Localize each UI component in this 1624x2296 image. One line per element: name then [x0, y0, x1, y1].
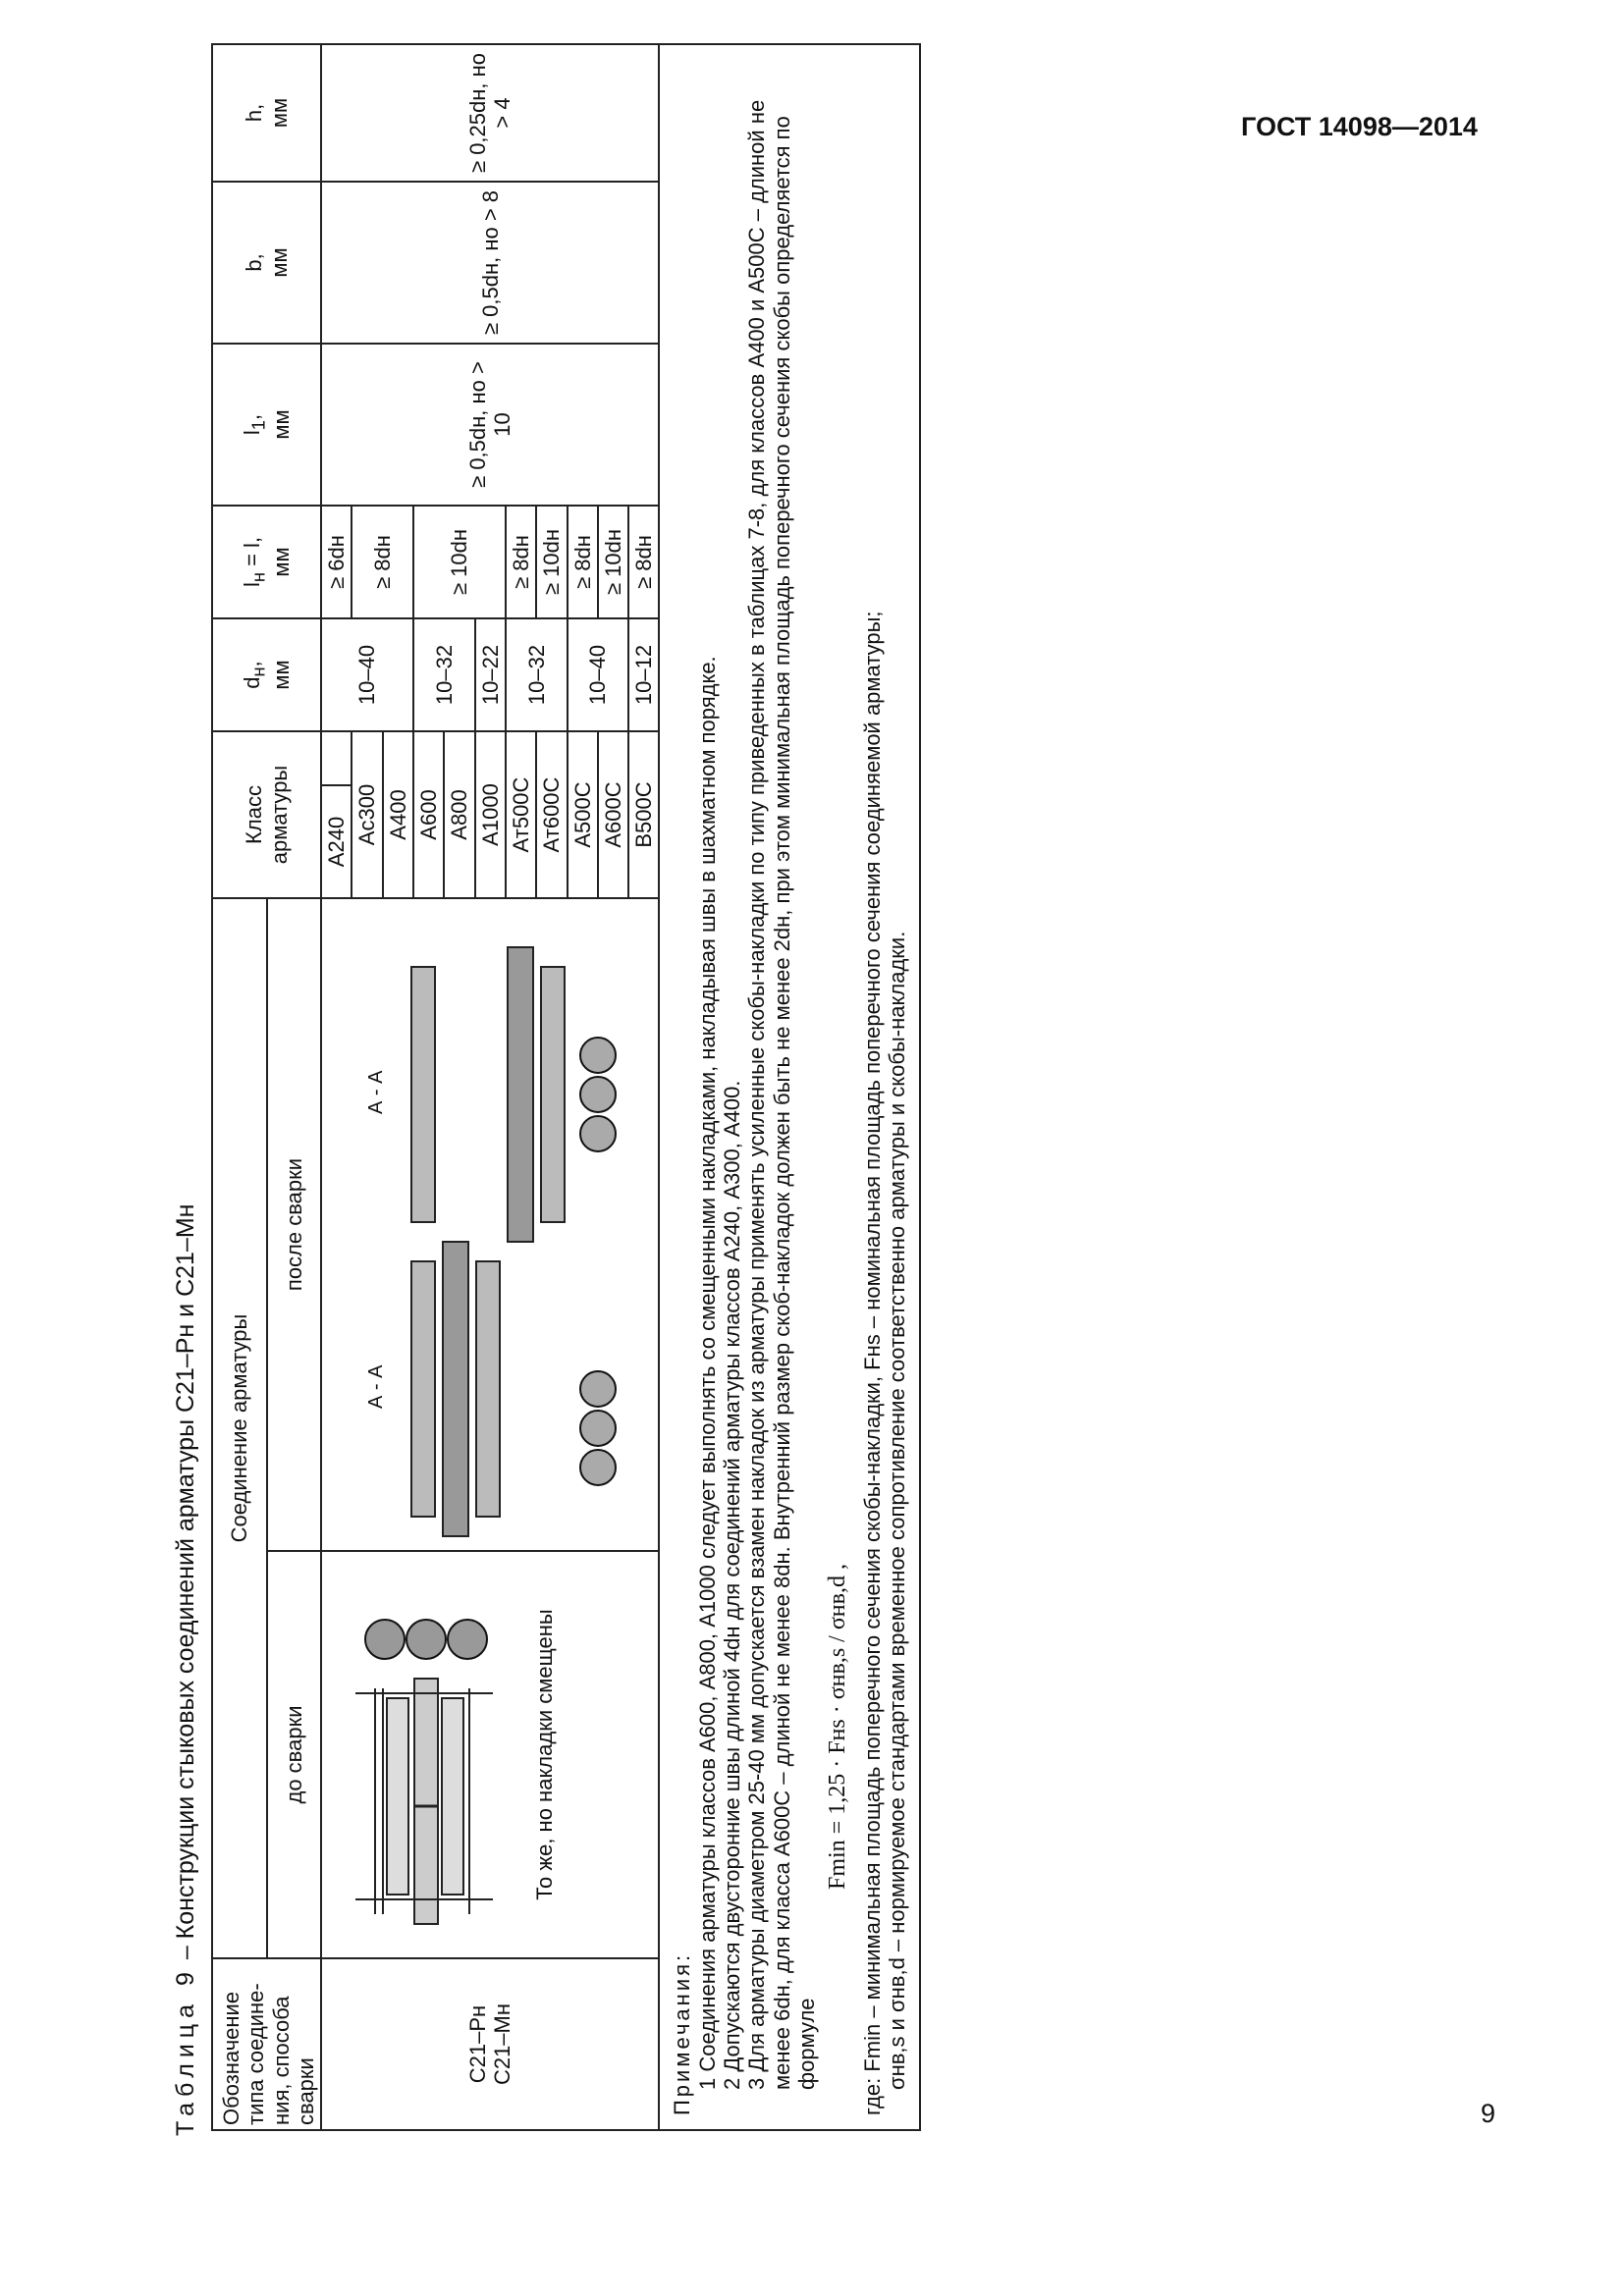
header-after-welding: после сварки [267, 898, 321, 1551]
class-cell-3: А600 [413, 731, 444, 898]
notes-title: Примечания: [670, 1951, 695, 2115]
class-cell-8: А500С [568, 731, 598, 898]
where-2: σнв,s и σнв,d – нормируемое стандартами временное сопротивление соответственно арматуры и скобы-накладки. [885, 931, 910, 2090]
page-number: 9 [1481, 2099, 1496, 2128]
d-cell-8: 10–40 [568, 618, 629, 731]
header-l1: $l_1$, мм [212, 344, 321, 506]
note-1: 1 Соединения арматуры классов А600, А800, А1000 следует выполнять со смещенными накладками, накладывая швы в шахматном порядке. [694, 656, 720, 2090]
d-cell-3: 10–32 [413, 618, 475, 731]
note-3: 3 Для арматуры диаметром 25-40 мм допускается взамен накладок из арматуры применять усиленные скобы-накладки по типу приведенных в таблицах 7-8, для классов А400 и А500С – длиной не менее 6dн, для класса А600С – длиной не менее 8dн. Внутренний размер скоб-накладок должен быть не менее 2dн, при этом минимальная площадь поперечного сечения скобы определяется по формуле [744, 99, 819, 2090]
class-cell-0: А240 [321, 785, 352, 898]
class-cell-1: Ас300 [352, 731, 382, 898]
header-connection: Соединение арматуры [212, 898, 267, 1958]
rotated-table-area [172, 52, 1222, 2136]
table-notes [659, 44, 920, 2130]
header-class: Класс арматуры [212, 731, 321, 898]
header-designation: Обозначение типа соедине-ния, способа сварки [212, 1958, 321, 2130]
after-welding-drawing [321, 898, 659, 1551]
class-cell-2: А400 [383, 731, 413, 898]
after-welding-diagram [352, 903, 627, 1546]
designation-mn: С21–Мн [490, 2002, 515, 2086]
h-value: ≥ 0,25dн, но > 4 [321, 44, 659, 182]
l1-value: ≥ 0,5dн, но > 10 [321, 344, 659, 506]
l-cell-8: ≥ 8dн [568, 506, 598, 618]
class-cell-10: В500С [628, 731, 659, 898]
caption-text: – Конструкции стыковых соединений арматуры С21–Рн и С21–Мн [172, 1203, 199, 1967]
section-label-2: А - А [365, 1070, 388, 1114]
l-cell-3: ≥ 10dн [413, 506, 506, 618]
l-cell-0: ≥ 6dн [321, 506, 352, 618]
header-before-welding: до сварки [267, 1551, 321, 1958]
class-cell-9: А600С [598, 731, 628, 898]
document-header: ГОСТ 14098—2014 [1241, 112, 1478, 141]
class-cell-6: Ат500С [506, 731, 536, 898]
before-welding-diagram [326, 1561, 601, 1953]
l-cell-10: ≥ 8dн [628, 506, 659, 618]
d-cell-5: 10–22 [475, 618, 506, 731]
l-cell-1: ≥ 8dн [352, 506, 413, 618]
weld-table [211, 43, 921, 2131]
l-cell-7: ≥ 10dн [536, 506, 567, 618]
class-cell-5: А1000 [475, 731, 506, 898]
d-cell-0: 10–40 [321, 618, 413, 731]
l-cell-9: ≥ 10dн [598, 506, 628, 618]
note-2: 2 Допускаются двусторонние швы длиной 4dн для соединений арматуры классов А240, А300, А400. [720, 1080, 745, 2090]
header-h: h, мм [212, 44, 321, 182]
same-but-offset-text: То же, но накладки смещены [532, 1609, 558, 1900]
header-d: $d_н$, мм [212, 618, 321, 731]
header-b: b, мм [212, 182, 321, 344]
designation-values [321, 1958, 659, 2130]
d-cell-6: 10–32 [506, 618, 568, 731]
formula: Fmin = 1,25 · Fнs · σнв,s / σнв,d , [825, 1564, 851, 1890]
designation-rn: С21–Рн [465, 2004, 491, 2084]
class-cell-7: Ат600С [536, 731, 567, 898]
l-cell-6: ≥ 8dн [506, 506, 536, 618]
caption-prefix: Таблица 9 [172, 1966, 199, 2136]
header-l: $l_н = l$, мм [212, 506, 321, 618]
class-cell-4: А800 [444, 731, 474, 898]
section-label-1: А - А [365, 1364, 388, 1409]
b-value: ≥ 0,5dн, но > 8 [321, 182, 659, 344]
before-welding-drawing [321, 1551, 659, 1958]
where-1: где: Fmin – минимальная площадь поперечного сечения скобы-накладки, Fнs – номинальная площадь поперечного сечения соединяемой арматуры; [859, 611, 885, 2115]
d-cell-10: 10–12 [628, 618, 659, 731]
table-caption [172, 1204, 200, 2137]
